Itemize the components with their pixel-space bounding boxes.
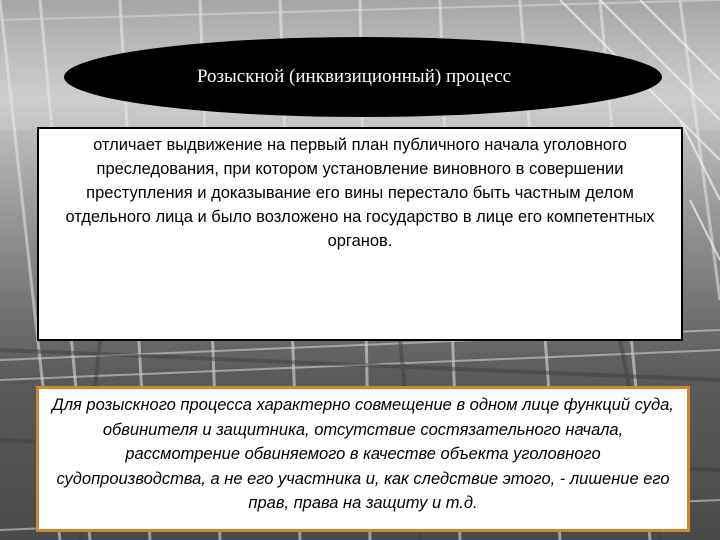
definition-text: отличает выдвижение на первый план публичного начала уголовного преследования, при котором установление виновного в совершении преступления и доказывание его вины перестало быть частным делом отдельного лица и было возложено на государство в лице его компетентных органов. bbox=[65, 136, 655, 250]
note-text: Для розыскного процесса характерно совмещение в одном лице функций суда, обвинителя и защитника, отсутствие состязательного начала, рассмотрение обвиняемого в качестве объекта уголовного судопроизводства, а не его участника и, как следствие этого, - лишение его прав, права на защиту и т.д. bbox=[52, 396, 674, 512]
slide-title: Розыскной (инквизиционный) процесс bbox=[196, 66, 512, 87]
definition-box bbox=[37, 127, 683, 341]
note-box bbox=[36, 386, 690, 532]
title-banner bbox=[64, 37, 662, 117]
